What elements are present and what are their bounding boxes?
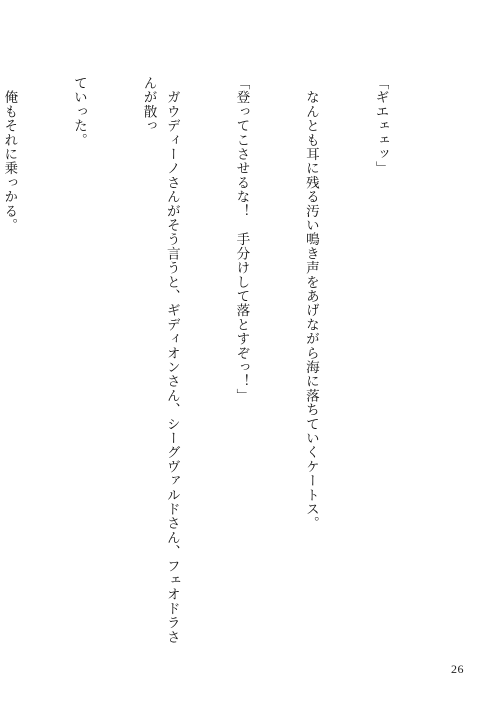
text-line: 「登ってこさせるな！ 手分けして落とすぞっ！」: [233, 76, 250, 403]
text-line: 「ギエェェッ」: [372, 76, 389, 176]
text-line: なんとも耳に残る汚い鳴き声をあげながら海に落ちていくケートス。: [302, 76, 319, 531]
vertical-text-body: [0, 76, 438, 654]
text-line: ていった。: [70, 76, 87, 147]
text-line: 俺もそれに乗っかる。: [1, 76, 18, 233]
page-number: 26: [451, 662, 464, 676]
text-line: ガウディーノさんがそう言うと、ギディオンさん、シーグヴァルドさん、フェオドラさんが散っ: [140, 76, 180, 644]
